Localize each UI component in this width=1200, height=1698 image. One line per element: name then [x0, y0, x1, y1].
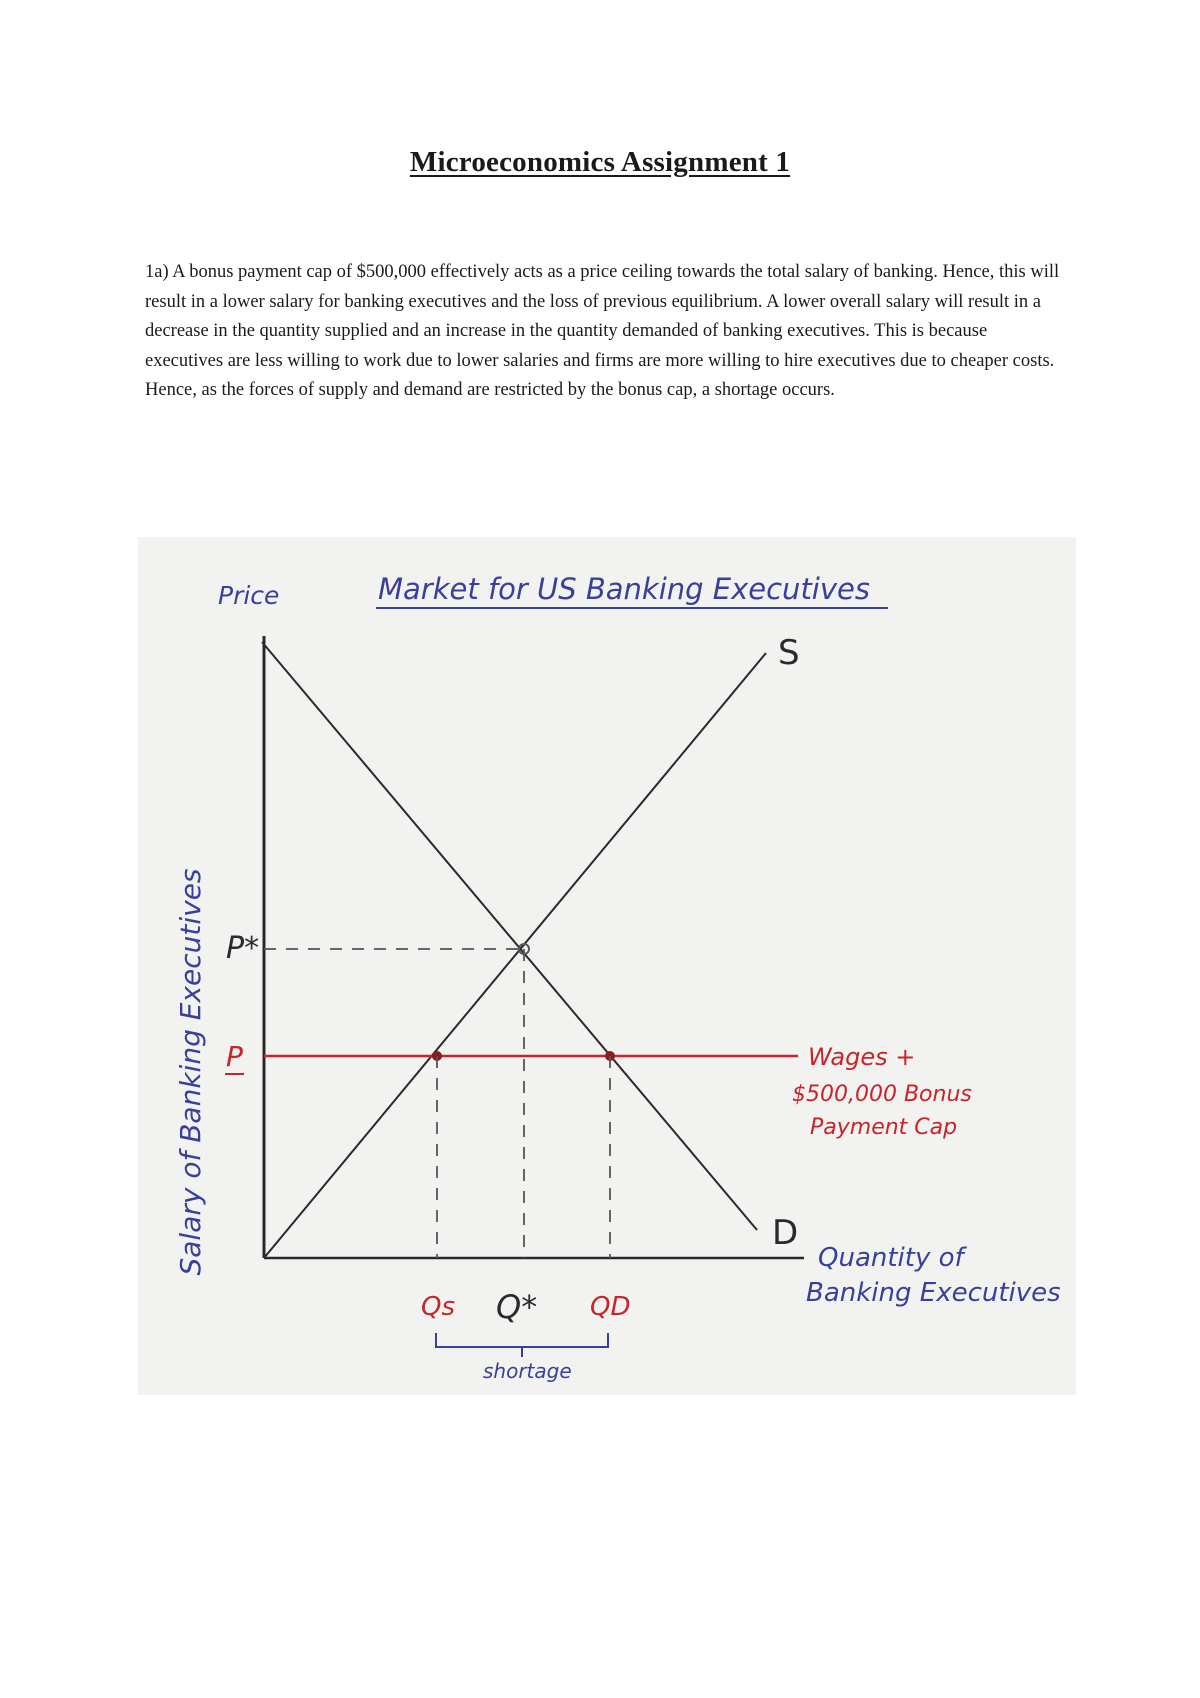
- qstar-label: Q*: [496, 1288, 538, 1326]
- answer-paragraph: 1a) A bonus payment cap of $500,000 effectively acts as a price ceiling towards the total salary of banking. Hence, this will result in a lower salary for banking executives and the loss of previous equilibrium. A lower overall salary will result in a decrease in the quantity supplied and an increase in the quantity demanded of banking executives. This is because executives are less willing to work due to lower salaries and firms are more willing to hire executives due to cheaper costs. Hence, as the forces of supply and demand are restricted by the bonus cap, a shortage occurs.: [145, 262, 1060, 401]
- shortage-label: shortage: [483, 1359, 572, 1383]
- demand-label: D: [772, 1213, 799, 1253]
- ceiling-label-line2: $500,000 Bonus: [792, 1082, 972, 1107]
- ceiling-label-line1: Wages +: [808, 1043, 916, 1071]
- x-axis-label-line1: Quantity of: [818, 1243, 964, 1273]
- qd-label: QD: [590, 1292, 631, 1322]
- ceiling-price-label: P: [226, 1040, 243, 1073]
- shortage-bracket: [436, 1333, 608, 1347]
- equilibrium-price-label: P*: [226, 931, 260, 966]
- price-axis-label: Price: [218, 581, 280, 610]
- supply-demand-diagram: [138, 537, 1076, 1395]
- supply-curve: [264, 653, 766, 1258]
- x-axis-label-line2: Banking Executives: [806, 1278, 1061, 1308]
- diagram-title: Market for US Banking Executives: [378, 572, 870, 606]
- supply-label: S: [778, 633, 800, 673]
- qs-label: Qs: [421, 1292, 456, 1322]
- demand-curve: [262, 642, 757, 1230]
- ceiling-label-line3: Payment Cap: [810, 1115, 958, 1140]
- salary-axis-label: Salary of Banking Executives: [174, 868, 207, 1276]
- diagram-canvas: [138, 537, 1076, 1395]
- page-title: Microeconomics Assignment 1: [409, 146, 791, 178]
